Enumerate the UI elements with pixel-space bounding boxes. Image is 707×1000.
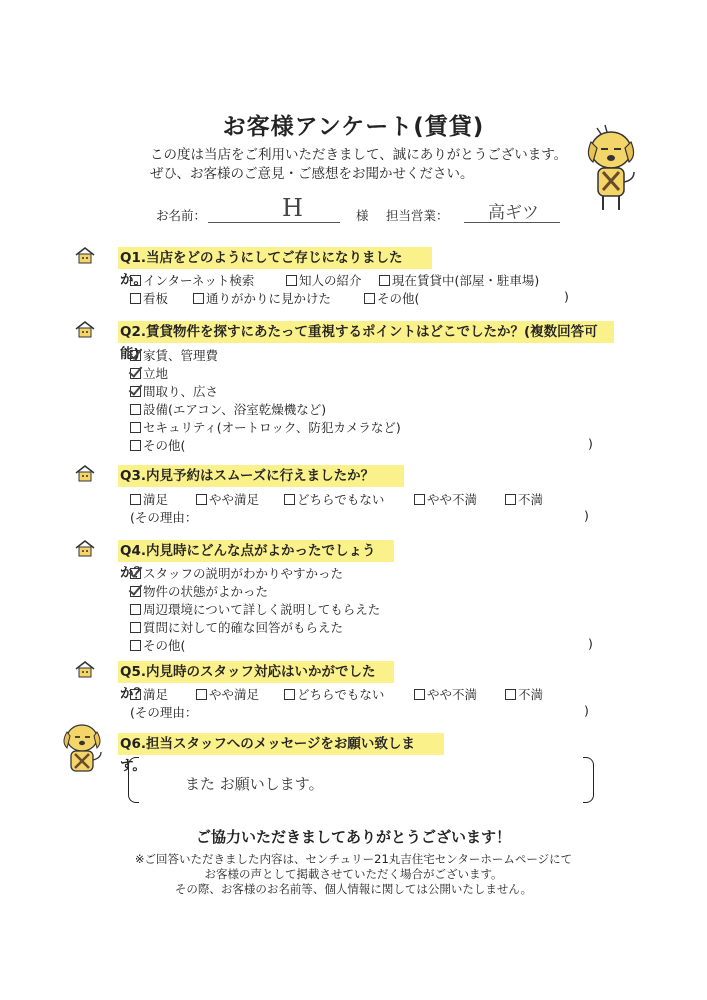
q5-option-2[interactable]: やや満足: [196, 685, 259, 703]
name-value: H: [282, 194, 303, 222]
q5-option-1[interactable]: 満足: [130, 685, 168, 703]
q3-option-5[interactable]: 不満: [505, 490, 543, 508]
q1-option-6[interactable]: その他(: [364, 289, 419, 307]
q5-option-5[interactable]: 不満: [505, 685, 543, 703]
q5-option-4[interactable]: やや不満: [414, 685, 477, 703]
q2-option-4[interactable]: 設備(エアコン、浴室乾燥機など): [130, 400, 326, 418]
q1-option-2[interactable]: 知人の紹介: [286, 271, 362, 289]
q3-option-2[interactable]: やや満足: [196, 490, 259, 508]
page-title: お客様アンケート(賃貸): [222, 114, 485, 140]
q4-option-5[interactable]: その他(: [130, 636, 185, 654]
checkbox[interactable]: [130, 689, 141, 700]
house-dog-icon: [74, 465, 96, 483]
checkbox[interactable]: [130, 422, 141, 433]
q3-reason-label: (その理由：: [130, 510, 198, 525]
q1-option-4[interactable]: 看板: [130, 289, 168, 307]
q1-close-paren: ): [564, 289, 569, 304]
checkbox[interactable]: [196, 689, 207, 700]
checkbox[interactable]: [130, 494, 141, 505]
intro-line-1: この度は当店をご利用いただきまして、誠にありがとうございます。: [150, 147, 568, 163]
checkbox[interactable]: [130, 604, 141, 615]
checkbox[interactable]: [130, 440, 141, 451]
q5-heading: Q5.内見時のスタッフ対応はいかがでしたか？: [118, 661, 394, 683]
checkbox[interactable]: [130, 404, 141, 415]
house-dog-icon: [74, 540, 96, 558]
checkbox[interactable]: [414, 689, 425, 700]
house-dog-icon: [74, 321, 96, 339]
checkbox[interactable]: [505, 494, 516, 505]
checkbox[interactable]: [196, 494, 207, 505]
q1-option-3[interactable]: 現在賃貸中(部屋・駐車場): [379, 271, 539, 289]
staff-label: 担当営業：: [386, 208, 449, 223]
q2-option-5[interactable]: セキュリティ(オートロック、防犯カメラなど): [130, 418, 401, 436]
checkbox[interactable]: [284, 689, 295, 700]
staff-value: 高ギツ: [488, 203, 539, 223]
checkbox-checked[interactable]: [130, 350, 141, 361]
checkbox[interactable]: [414, 494, 425, 505]
checkbox[interactable]: [379, 275, 390, 286]
q6-heading: Q6.担当スタッフへのメッセージをお願い致します。: [118, 733, 444, 755]
checkbox-checked[interactable]: [130, 586, 141, 597]
checkbox[interactable]: [130, 640, 141, 651]
thanks-message: ご協力いただきましてありがとうございます！: [195, 828, 511, 846]
footer-note-1: ※ご回答いただきました内容は、センチュリー21丸吉住宅センターホームページにて: [134, 852, 573, 866]
q3-option-3[interactable]: どちらでもない: [284, 490, 384, 508]
q5-reason-label: (その理由：: [130, 705, 198, 720]
q3-heading: Q3.内見予約はスムーズに行えましたか？: [118, 465, 404, 487]
checkbox[interactable]: [193, 293, 204, 304]
footer-note-3: その際、お客様のお名前等、個人情報に関しては公開いたしません。: [174, 882, 533, 896]
q2-option-1[interactable]: 家賃、管理費: [130, 346, 218, 364]
q5-close-paren: ): [584, 703, 589, 718]
intro-line-2: ぜひ、お客様のご意見・ご感想をお聞かせください。: [150, 166, 474, 182]
house-dog-icon: [74, 661, 96, 679]
checkbox-checked[interactable]: [130, 386, 141, 397]
checkbox[interactable]: [364, 293, 375, 304]
checkbox[interactable]: [130, 293, 141, 304]
checkbox-checked[interactable]: [130, 368, 141, 379]
checkbox[interactable]: [284, 494, 295, 505]
q3-close-paren: ): [584, 508, 589, 523]
q2-option-3[interactable]: 間取り、広さ: [130, 382, 218, 400]
q4-option-1[interactable]: スタッフの説明がわかりやすかった: [130, 564, 343, 582]
q3-option-1[interactable]: 満足: [130, 490, 168, 508]
q2-option-2[interactable]: 立地: [130, 364, 168, 382]
q4-option-4[interactable]: 質問に対して的確な回答がもらえた: [130, 618, 343, 636]
q4-option-3[interactable]: 周辺環境について詳しく説明してもらえた: [130, 600, 380, 618]
checkbox[interactable]: [130, 275, 141, 286]
q5-option-3[interactable]: どちらでもない: [284, 685, 384, 703]
q4-option-2[interactable]: 物件の状態がよかった: [130, 582, 268, 600]
q2-heading: Q2.賃貸物件を探すにあたって重視するポイントはどこでしたか？(複数回答可能): [118, 321, 614, 343]
message-text: また お願いします。: [185, 775, 324, 793]
checkbox-checked[interactable]: [130, 568, 141, 579]
q3-option-4[interactable]: やや不満: [414, 490, 477, 508]
q2-option-6[interactable]: その他(: [130, 436, 185, 454]
checkbox[interactable]: [505, 689, 516, 700]
checkbox[interactable]: [286, 275, 297, 286]
honorific: 様: [356, 208, 369, 223]
checkbox[interactable]: [130, 622, 141, 633]
footer-note-2: お客様の声として掲載させていただく場合がございます。: [204, 867, 503, 881]
name-label: お名前：: [156, 208, 207, 223]
mascot-dog-small-icon: [58, 722, 108, 774]
q1-option-5[interactable]: 通りがかりに見かけた: [193, 289, 331, 307]
name-row: [150, 194, 560, 224]
q1-option-1[interactable]: インターネット検索: [130, 271, 254, 289]
q4-heading: Q4.内見時にどんな点がよかったでしょうか？: [118, 540, 394, 562]
q2-close-paren: ): [588, 436, 593, 451]
q4-close-paren: ): [588, 636, 593, 651]
q1-heading: Q1.当店をどのようにしてご存じになりましたか。: [118, 247, 432, 269]
house-dog-icon: [74, 247, 96, 265]
mascot-dog-icon: [583, 122, 639, 214]
